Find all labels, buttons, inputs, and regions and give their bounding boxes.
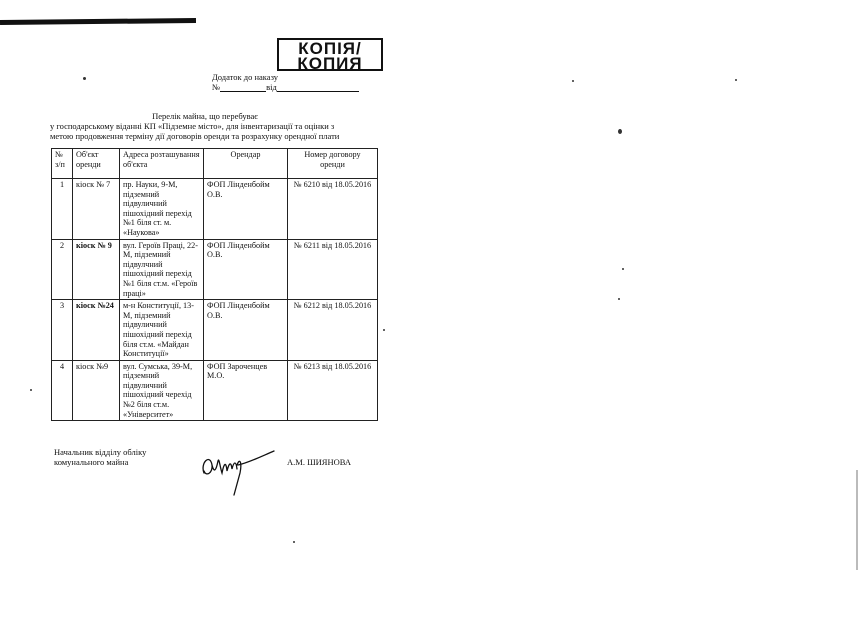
title-line-1: Перелік майна, що перебуває: [152, 111, 258, 121]
handwritten-signature: [198, 443, 280, 499]
scan-speck: [30, 389, 32, 391]
annex-from-label: від: [266, 82, 277, 92]
cell-tenant: ФОП Лінденбойм О.В.: [204, 239, 288, 300]
annex-line-2: [212, 82, 359, 92]
header-number: № з/п: [52, 149, 73, 179]
cell-tenant: ФОП Зароченцев М.О.: [204, 360, 288, 421]
scan-edge: [856, 470, 858, 570]
header-contract: Номер договору оренди: [288, 149, 378, 179]
cell-tenant: ФОП Лінденбойм О.В.: [204, 300, 288, 361]
scan-speck: [83, 77, 86, 80]
cell-address: пр. Науки, 9-М, підземний підвуличний пішохідний перехід №1 біля ст. м. «Наукова»: [120, 179, 204, 240]
scan-speck: [572, 80, 574, 82]
cell-number: 4: [52, 360, 73, 421]
cell-object: кіоск № 7: [73, 179, 120, 240]
cell-contract: № 6211 від 18.05.2016: [288, 239, 378, 300]
signatory-title: [54, 447, 146, 467]
signatory-name: А.М. ШИЯНОВА: [287, 457, 352, 467]
table-row: [52, 360, 378, 421]
scan-speck: [618, 298, 620, 300]
scan-mark-line: [0, 18, 196, 25]
cell-object: кіоск № 9: [73, 239, 120, 300]
cell-object: кіоск №9: [73, 360, 120, 421]
document-title: [50, 111, 360, 141]
title-line-3: метою продовження терміну дії договорів оренди та розрахунку орендної плати: [50, 131, 340, 141]
scan-speck: [293, 541, 295, 543]
scan-speck: [735, 79, 737, 81]
cell-address: вул. Героїв Праці, 22-М, підземний підвулчний пішохідний перехід №1 біля ст.м. «Героїв праці»: [120, 239, 204, 300]
property-table: [51, 148, 378, 421]
scan-speck: [622, 268, 624, 270]
table-row: [52, 300, 378, 361]
header-tenant: Орендар: [204, 149, 288, 179]
signatory-line-2: комунального майна: [54, 457, 129, 467]
header-address: Адреса розташування об'єкта: [120, 149, 204, 179]
cell-contract: № 6210 від 18.05.2016: [288, 179, 378, 240]
cell-object: кіоск №24: [73, 300, 120, 361]
stamp-line-2: КОПИЯ: [297, 54, 363, 73]
cell-address: вул. Сумська, 39-М, підземний підвуличний пішохідний черехід №2 біля ст.м. «Університет»: [120, 360, 204, 421]
cell-number: 2: [52, 239, 73, 300]
table-row: [52, 179, 378, 240]
annex-header: [212, 72, 359, 92]
cell-number: 3: [52, 300, 73, 361]
annex-line-1: Додаток до наказу: [212, 72, 279, 82]
cell-tenant: ФОП Лінденбойм О.В.: [204, 179, 288, 240]
annex-date-blank: [277, 83, 359, 92]
scan-speck: [383, 329, 385, 331]
annex-no-blank: [220, 83, 266, 92]
cell-number: 1: [52, 179, 73, 240]
scan-speck: [618, 129, 622, 134]
signatory-line-1: Начальник відділу обліку: [54, 447, 147, 457]
cell-contract: № 6212 від 18.05.2016: [288, 300, 378, 361]
title-line-2: у господарському віданні КП «Підземне місто», для інвентаризації та оцінки з: [50, 121, 335, 131]
stamp-line-1: КОПІЯ/: [298, 39, 362, 58]
copy-stamp: [277, 38, 383, 71]
header-object: Об'єкт оренди: [73, 149, 120, 179]
cell-address: м-н Конституції, 13-М, підземний підвуличний пішохідний перехід біля ст.м. «Майдан Конституції»: [120, 300, 204, 361]
cell-contract: № 6213 від 18.05.2016: [288, 360, 378, 421]
annex-no-label: №: [212, 82, 221, 92]
table-row: [52, 239, 378, 300]
table-header-row: [52, 149, 378, 179]
